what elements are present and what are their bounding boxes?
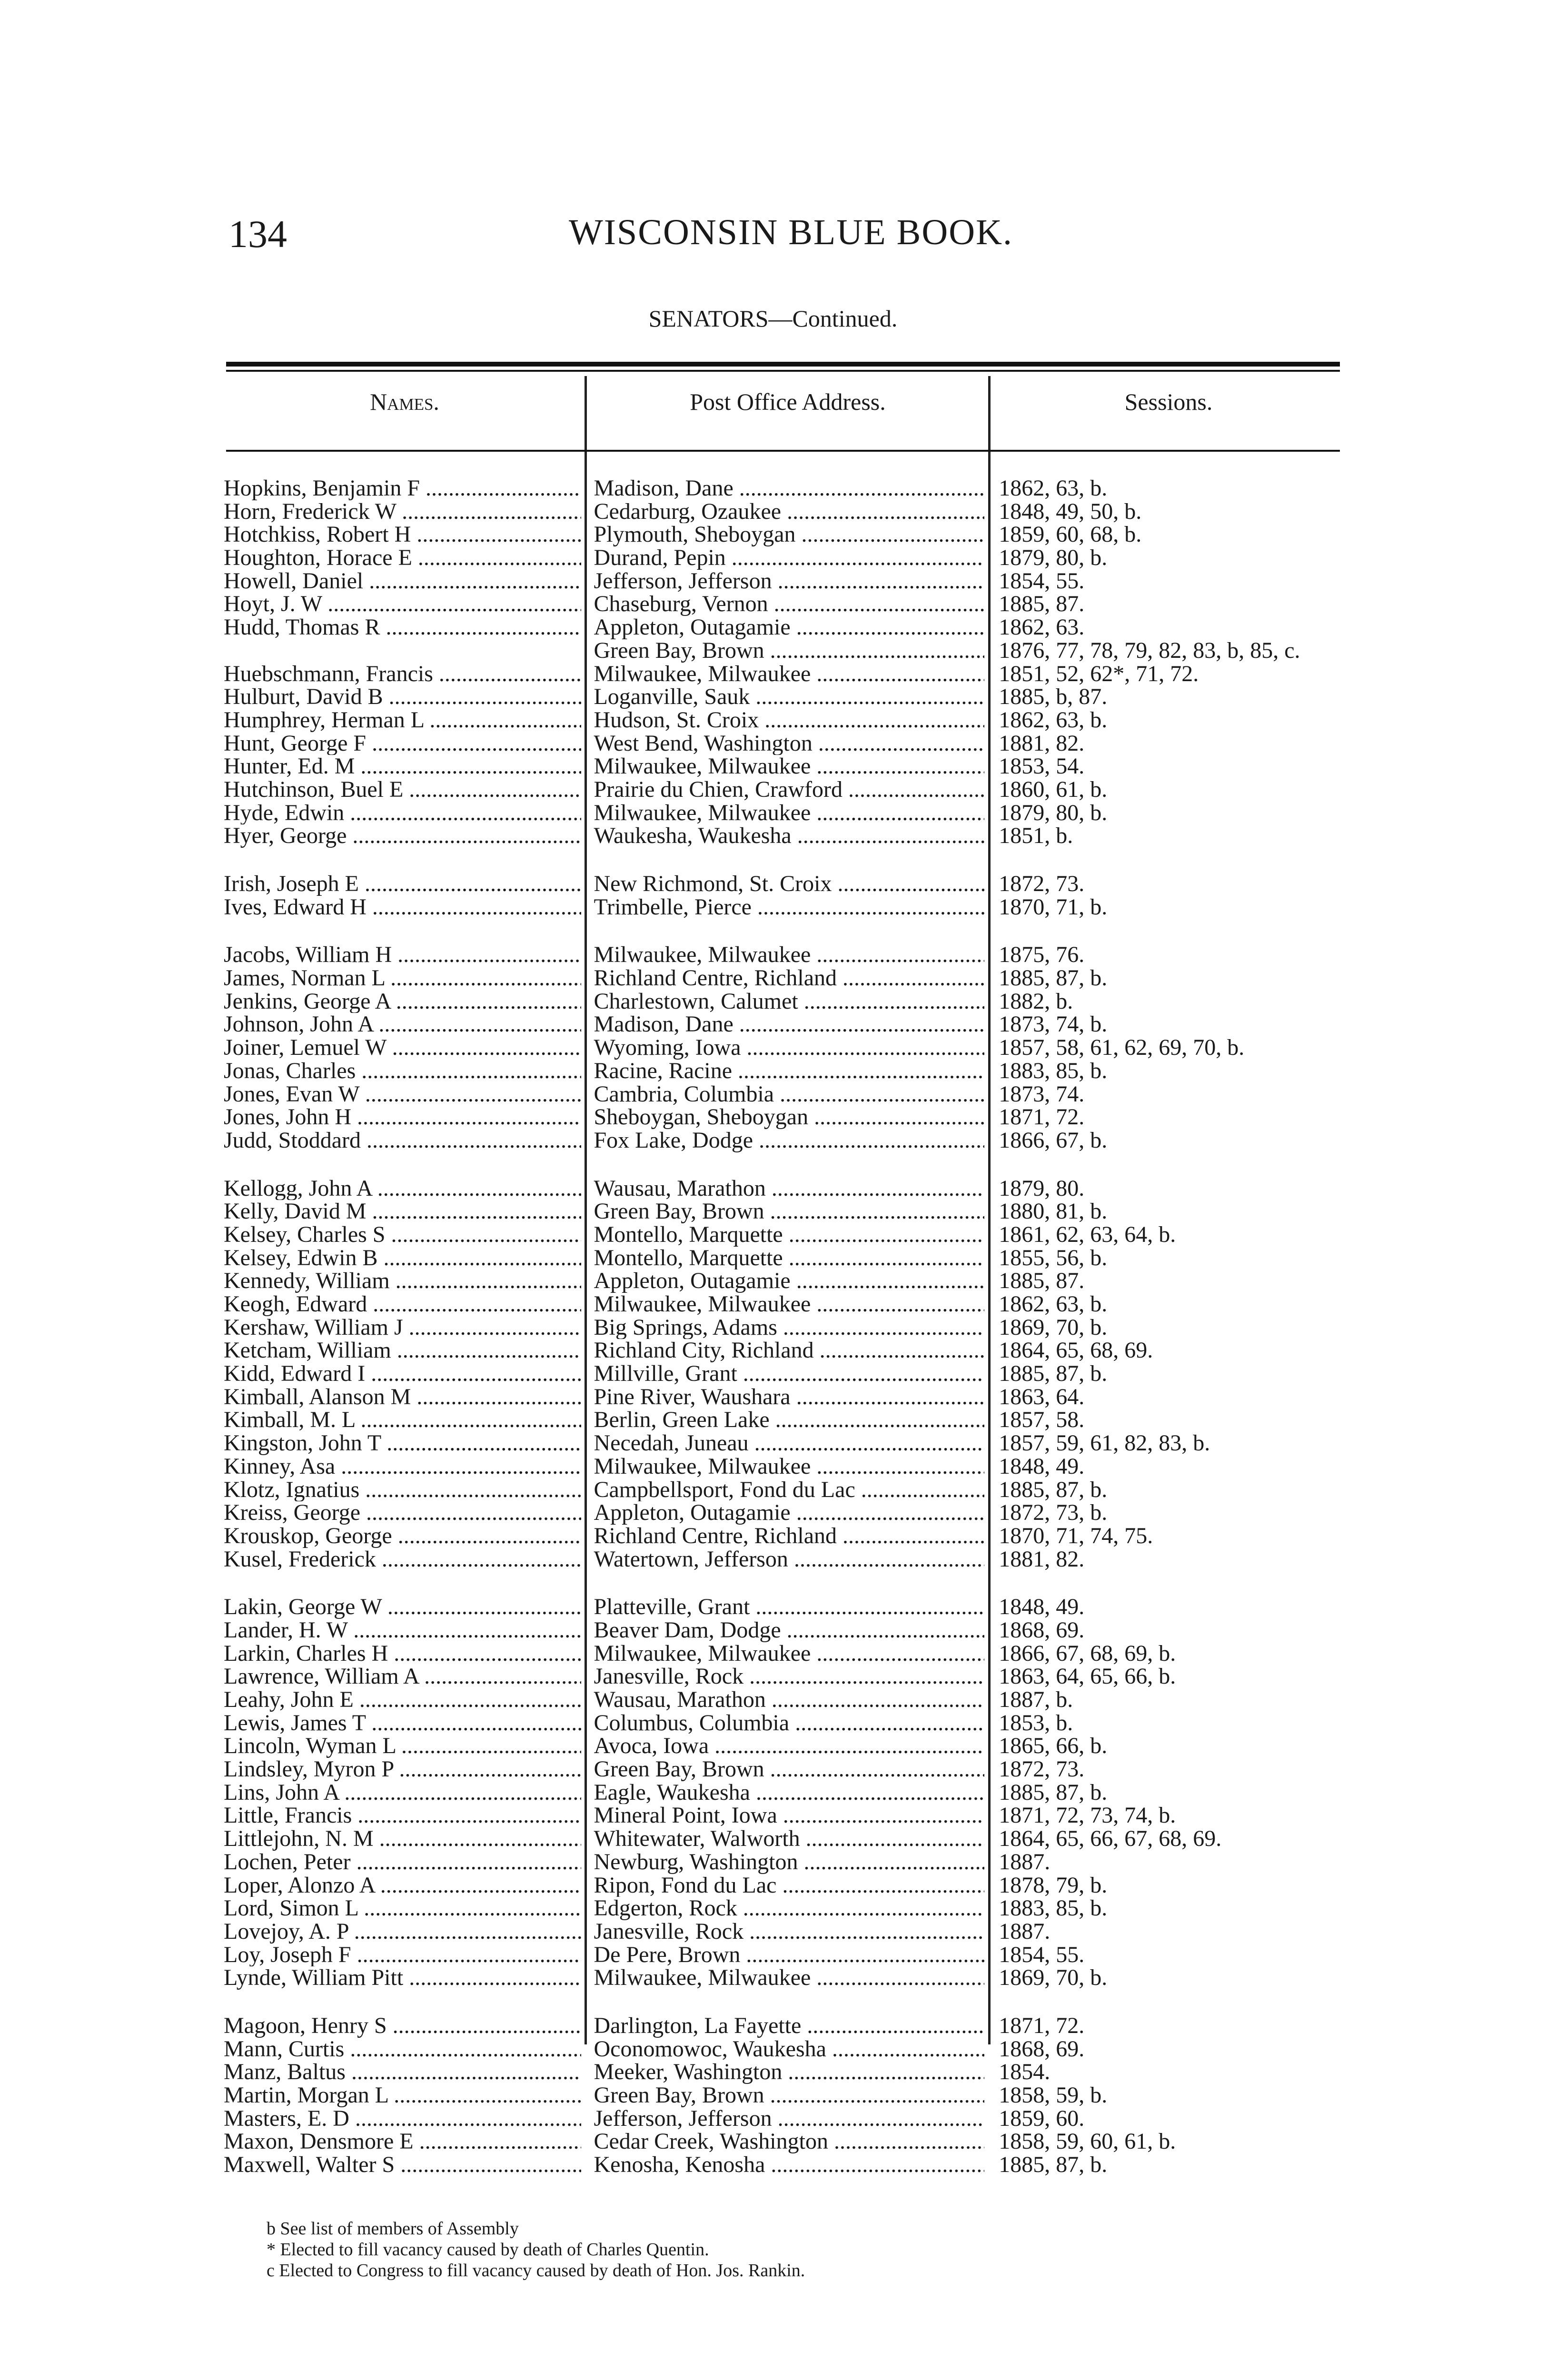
book-title: WISCONSIN BLUE BOOK. — [569, 212, 1013, 252]
table-row — [224, 1386, 1342, 1409]
sessions: 1863, 64. — [999, 1385, 1085, 1409]
senator-name: Lindsley, Myron P ..... — [224, 1758, 581, 1781]
sessions: 1862, 63, b. — [999, 1293, 1108, 1316]
post-office-address: Racine, Racine ..... — [581, 1060, 984, 1083]
post-office-address: Milwaukee, Milwaukee ..... — [581, 943, 984, 967]
senator-name: Hunter, Ed. M ..... — [224, 755, 581, 778]
sessions: 1859, 60, 68, b. — [999, 523, 1142, 547]
sessions: 1885, 87, b. — [999, 967, 1108, 990]
table-row — [224, 943, 1342, 967]
senator-name: Leahy, John E ..... — [224, 1688, 581, 1712]
table-row — [224, 523, 1342, 546]
table-row — [224, 2084, 1342, 2107]
post-office-address: Columbus, Columbia ..... — [581, 1712, 984, 1735]
senator-name: Jones, Evan W ..... — [224, 1083, 581, 1106]
senator-name: Howell, Daniel ..... — [224, 570, 581, 593]
post-office-address: Trimbelle, Pierce ..... — [581, 896, 984, 919]
senator-name: Lins, John A ..... — [224, 1781, 581, 1805]
sessions: 1881, 82. — [999, 1547, 1085, 1571]
sessions: 1863, 64, 65, 66, b. — [999, 1665, 1176, 1688]
post-office-address: Richland Centre, Richland ..... — [581, 1525, 984, 1548]
post-office-address: West Bend, Washington ..... — [581, 732, 984, 755]
post-office-address: Montello, Marquette ..... — [581, 1223, 984, 1247]
table-row — [224, 1247, 1342, 1270]
senator-name: Ives, Edward H ..... — [224, 896, 581, 919]
table-row — [224, 1712, 1342, 1735]
post-office-address: Green Bay, Brown ..... — [581, 2084, 984, 2107]
table-row — [224, 1874, 1342, 1897]
sessions: 1871, 72. — [999, 2014, 1085, 2038]
sessions: 1883, 85, b. — [999, 1059, 1108, 1083]
table-row — [224, 709, 1342, 732]
table-row — [224, 1013, 1342, 1036]
sessions: 1875, 76. — [999, 943, 1085, 967]
sessions: 1885, 87, b. — [999, 1362, 1108, 1386]
table-row — [224, 1525, 1342, 1548]
post-office-address: Jefferson, Jefferson ..... — [581, 2107, 984, 2131]
senator-name: Klotz, Ignatius ..... — [224, 1478, 581, 1502]
senator-name: Hyer, George ..... — [224, 824, 581, 848]
senator-name: Hoyt, J. W ..... — [224, 593, 581, 616]
sessions: 1868, 69. — [999, 1618, 1085, 1642]
post-office-address: Milwaukee, Milwaukee ..... — [581, 1293, 984, 1316]
table-row — [224, 755, 1342, 778]
post-office-address: Milwaukee, Milwaukee ..... — [581, 1455, 984, 1478]
sessions: 1885, 87, b. — [999, 2153, 1108, 2177]
senator-name: Jacobs, William H ..... — [224, 943, 581, 967]
table-row — [224, 1362, 1342, 1386]
sessions: 1885, b, 87. — [999, 685, 1108, 709]
senator-group — [224, 1177, 1342, 1571]
sessions: 1885, 87. — [999, 1269, 1085, 1293]
post-office-address: Appleton, Outagamie ..... — [581, 1501, 984, 1525]
sessions: 1857, 59, 61, 82, 83, b. — [999, 1432, 1210, 1455]
footnote-c: c Elected to Congress to fill vacancy caused by death of Hon. Jos. Rankin. — [267, 2261, 805, 2281]
table-row — [224, 2061, 1342, 2084]
senator-name: Humphrey, Herman L ..... — [224, 709, 581, 732]
table-row — [224, 1596, 1342, 1619]
post-office-address: Prairie du Chien, Crawford ..... — [581, 778, 984, 802]
sessions: 1872, 73, b. — [999, 1501, 1108, 1525]
senator-name: Hulburt, David B ..... — [224, 685, 581, 709]
sessions: 1879, 80, b. — [999, 546, 1108, 570]
senator-name: Kennedy, William ..... — [224, 1269, 581, 1293]
senator-name: Lewis, James T ..... — [224, 1712, 581, 1735]
table-row — [224, 1478, 1342, 1502]
post-office-address: Millville, Grant ..... — [581, 1362, 984, 1386]
senator-name: Lord, Simon L ..... — [224, 1897, 581, 1920]
senator-name: Lakin, George W ..... — [224, 1596, 581, 1619]
sessions: 1879, 80. — [999, 1177, 1085, 1200]
senator-name: Irish, Joseph E ..... — [224, 873, 581, 896]
post-office-address: Oconomowoc, Waukesha ..... — [581, 2038, 984, 2061]
senator-name: Jones, John H ..... — [224, 1106, 581, 1129]
sessions: 1870, 71, b. — [999, 895, 1108, 919]
table-row — [224, 778, 1342, 802]
post-office-address: Edgerton, Rock ..... — [581, 1897, 984, 1920]
sessions: 1866, 67, 68, 69, b. — [999, 1642, 1176, 1666]
sessions: 1887, b. — [999, 1688, 1073, 1712]
senator-name: Johnson, John A ..... — [224, 1013, 581, 1036]
table-row — [224, 2153, 1342, 2177]
post-office-address: Milwaukee, Milwaukee ..... — [581, 802, 984, 825]
sessions: 1883, 85, b. — [999, 1897, 1108, 1920]
post-office-address: Campbellsport, Fond du Lac ..... — [581, 1478, 984, 1502]
sessions: 1861, 62, 63, 64, b. — [999, 1223, 1176, 1247]
senator-name: Horn, Frederick W ..... — [224, 500, 581, 524]
page-number: 134 — [228, 212, 287, 256]
senator-name: Kelsey, Charles S ..... — [224, 1223, 581, 1247]
table-row — [224, 1036, 1342, 1060]
senator-name: Lynde, William Pitt ..... — [224, 1966, 581, 1990]
senator-name: Magoon, Henry S ..... — [224, 2014, 581, 2038]
sessions: 1880, 81, b. — [999, 1200, 1108, 1223]
post-office-address: Green Bay, Brown ..... — [581, 1758, 984, 1781]
table-row — [224, 1897, 1342, 1920]
post-office-address: Loganville, Sauk ..... — [581, 685, 984, 709]
table-row — [224, 2014, 1342, 2038]
table-row — [224, 1665, 1342, 1688]
sessions: 1862, 63, b. — [999, 708, 1108, 732]
sessions: 1879, 80, b. — [999, 801, 1108, 825]
table-row — [224, 685, 1342, 709]
post-office-address: Madison, Dane ..... — [581, 477, 984, 500]
sessions: 1868, 69. — [999, 2037, 1085, 2061]
post-office-address: New Richmond, St. Croix ..... — [581, 873, 984, 896]
table-row — [224, 732, 1342, 755]
table-row — [224, 546, 1342, 570]
senator-name: Littlejohn, N. M ..... — [224, 1827, 581, 1851]
senator-name: Lovejoy, A. P ..... — [224, 1920, 581, 1944]
senator-name: Lawrence, William A ..... — [224, 1665, 581, 1688]
senator-name: Judd, Stoddard ..... — [224, 1129, 581, 1152]
senator-name — [224, 639, 581, 663]
header-bottom-rule — [226, 450, 1340, 452]
table-row — [224, 1851, 1342, 1874]
table-row — [224, 2038, 1342, 2061]
post-office-address: Whitewater, Walworth ..... — [581, 1827, 984, 1851]
post-office-address: Plymouth, Sheboygan ..... — [581, 523, 984, 546]
post-office-address: Milwaukee, Milwaukee ..... — [581, 1966, 984, 1990]
top-rule-thin — [226, 370, 1340, 372]
sessions: 1848, 49. — [999, 1455, 1085, 1478]
table-row — [224, 1688, 1342, 1712]
post-office-address: Cedarburg, Ozaukee ..... — [581, 500, 984, 524]
post-office-address: Darlington, La Fayette ..... — [581, 2014, 984, 2038]
sessions: 1873, 74. — [999, 1082, 1085, 1106]
table-row — [224, 802, 1342, 825]
sessions: 1859, 60. — [999, 2107, 1085, 2131]
post-office-address: Sheboygan, Sheboygan ..... — [581, 1106, 984, 1129]
post-office-address: Green Bay, Brown ..... — [581, 639, 984, 663]
post-office-address: Platteville, Grant ..... — [581, 1596, 984, 1619]
post-office-address: Montello, Marquette ..... — [581, 1247, 984, 1270]
sessions: 1872, 73. — [999, 1758, 1085, 1781]
sessions: 1871, 72. — [999, 1106, 1085, 1129]
senator-name: Maxwell, Walter S ..... — [224, 2153, 581, 2177]
table-row — [224, 1408, 1342, 1432]
table-row — [224, 1293, 1342, 1316]
senator-name: Lander, H. W ..... — [224, 1619, 581, 1642]
table-row — [224, 967, 1342, 990]
post-office-address: Appleton, Outagamie ..... — [581, 1269, 984, 1293]
post-office-address: Hudson, St. Croix ..... — [581, 709, 984, 732]
table-row — [224, 1619, 1342, 1642]
post-office-address: Kenosha, Kenosha ..... — [581, 2153, 984, 2177]
post-office-address: Wausau, Marathon ..... — [581, 1177, 984, 1200]
table-row — [224, 2107, 1342, 2131]
post-office-address: Cedar Creek, Washington ..... — [581, 2130, 984, 2153]
senator-name: Kidd, Edward I ..... — [224, 1362, 581, 1386]
post-office-address: Berlin, Green Lake ..... — [581, 1408, 984, 1432]
post-office-address: Eagle, Waukesha ..... — [581, 1781, 984, 1805]
senator-group — [224, 2014, 1342, 2177]
post-office-address: Wausau, Marathon ..... — [581, 1688, 984, 1712]
post-office-address: Beaver Dam, Dodge ..... — [581, 1619, 984, 1642]
senator-name: Kreiss, George ..... — [224, 1501, 581, 1525]
senator-name: Kellogg, John A ..... — [224, 1177, 581, 1200]
senator-name: Kinney, Asa ..... — [224, 1455, 581, 1478]
sessions: 1869, 70, b. — [999, 1966, 1108, 1990]
sessions: 1885, 87, b. — [999, 1781, 1108, 1805]
senator-name: Mann, Curtis ..... — [224, 2038, 581, 2061]
table-row — [224, 616, 1342, 639]
post-office-address: Milwaukee, Milwaukee ..... — [581, 663, 984, 686]
senator-group — [224, 943, 1342, 1152]
table-row — [224, 1269, 1342, 1293]
post-office-address: Durand, Pepin ..... — [581, 546, 984, 570]
post-office-address: Cambria, Columbia ..... — [581, 1083, 984, 1106]
senator-name: Jenkins, George A ..... — [224, 990, 581, 1013]
sessions: 1887. — [999, 1850, 1050, 1874]
footnotes — [267, 2218, 805, 2281]
senator-name: Hotchkiss, Robert H ..... — [224, 523, 581, 546]
senator-group — [224, 873, 1342, 919]
sessions: 1858, 59, 60, 61, b. — [999, 2130, 1176, 2154]
table-row — [224, 873, 1342, 896]
footnote-asterisk: * Elected to fill vacancy caused by death of Charles Quentin. — [267, 2240, 709, 2260]
post-office-address: Necedah, Juneau ..... — [581, 1432, 984, 1455]
senator-name: Masters, E. D ..... — [224, 2107, 581, 2131]
table-row — [224, 1339, 1342, 1362]
sessions: 1854. — [999, 2061, 1050, 2084]
table-row — [224, 593, 1342, 616]
senator-name: Joiner, Lemuel W ..... — [224, 1036, 581, 1060]
sessions: 1876, 77, 78, 79, 82, 83, b, 85, c. — [999, 639, 1300, 663]
post-office-address: De Pere, Brown ..... — [581, 1944, 984, 1967]
sessions: 1872, 73. — [999, 873, 1085, 896]
sessions: 1885, 87. — [999, 593, 1085, 616]
sessions: 1887. — [999, 1920, 1050, 1944]
sessions: 1860, 61, b. — [999, 778, 1108, 802]
senator-name: Kimball, M. L ..... — [224, 1408, 581, 1432]
table-row — [224, 1060, 1342, 1083]
table-row — [224, 500, 1342, 524]
sessions: 1854, 55. — [999, 569, 1085, 593]
senator-group — [224, 1596, 1342, 1990]
post-office-address: Pine River, Waushara ..... — [581, 1386, 984, 1409]
senator-name: Kelly, David M ..... — [224, 1200, 581, 1223]
sessions: 1862, 63, b. — [999, 477, 1108, 500]
top-rule-thick — [226, 362, 1340, 367]
senator-name: Manz, Baltus ..... — [224, 2061, 581, 2084]
table-row — [224, 1966, 1342, 1990]
senator-name: Keogh, Edward ..... — [224, 1293, 581, 1316]
table-row — [224, 1223, 1342, 1247]
senator-name: Loy, Joseph F ..... — [224, 1944, 581, 1967]
footnote-b: b See list of members of Assembly — [267, 2219, 519, 2239]
senator-name: Loper, Alonzo A ..... — [224, 1874, 581, 1897]
senator-name: Kershaw, William J ..... — [224, 1316, 581, 1339]
sessions: 1857, 58. — [999, 1408, 1085, 1432]
sessions: 1881, 82. — [999, 732, 1085, 755]
sessions: 1865, 66, b. — [999, 1735, 1108, 1758]
table-row — [224, 1432, 1342, 1455]
senator-name: Hunt, George F ..... — [224, 732, 581, 755]
senator-name: Kelsey, Edwin B ..... — [224, 1247, 581, 1270]
post-office-address: Waukesha, Waukesha ..... — [581, 824, 984, 848]
post-office-address: Milwaukee, Milwaukee ..... — [581, 1642, 984, 1666]
sessions: 1853, b. — [999, 1711, 1073, 1735]
sessions: 1851, b. — [999, 824, 1073, 848]
table-row — [224, 1106, 1342, 1129]
senator-name: Hopkins, Benjamin F ..... — [224, 477, 581, 500]
sessions: 1882, b. — [999, 990, 1073, 1013]
senator-name: Kusel, Frederick ..... — [224, 1548, 581, 1571]
column-header-sessions: Sessions. — [1124, 388, 1213, 415]
post-office-address: Janesville, Rock ..... — [581, 1920, 984, 1944]
senator-name: Kingston, John T ..... — [224, 1432, 581, 1455]
senator-name: Huebschmann, Francis ..... — [224, 663, 581, 686]
table-row — [224, 477, 1342, 500]
senator-name: Maxon, Densmore E ..... — [224, 2130, 581, 2153]
senator-name: Hutchinson, Buel E ..... — [224, 778, 581, 802]
post-office-address: Charlestown, Calumet ..... — [581, 990, 984, 1013]
table-row — [224, 663, 1342, 686]
senator-name: Ketcham, William ..... — [224, 1339, 581, 1362]
sessions: 1854, 55. — [999, 1943, 1085, 1967]
sessions: 1855, 56, b. — [999, 1246, 1108, 1270]
table-row — [224, 1735, 1342, 1758]
sessions: 1869, 70, b. — [999, 1316, 1108, 1339]
table-row — [224, 570, 1342, 593]
post-office-address: Wyoming, Iowa ..... — [581, 1036, 984, 1060]
post-office-address: Milwaukee, Milwaukee ..... — [581, 755, 984, 778]
post-office-address: Richland City, Richland ..... — [581, 1339, 984, 1362]
table-row — [224, 1548, 1342, 1571]
senator-name: Larkin, Charles H ..... — [224, 1642, 581, 1666]
senator-name: James, Norman L ..... — [224, 967, 581, 990]
table-row — [224, 990, 1342, 1013]
table-row — [224, 1804, 1342, 1827]
post-office-address: Janesville, Rock ..... — [581, 1665, 984, 1688]
post-office-address: Chaseburg, Vernon ..... — [581, 593, 984, 616]
senator-name: Martin, Morgan L ..... — [224, 2084, 581, 2107]
post-office-address: Jefferson, Jefferson ..... — [581, 570, 984, 593]
senator-name: Kimball, Alanson M ..... — [224, 1386, 581, 1409]
sessions: 1873, 74, b. — [999, 1013, 1108, 1037]
table-row — [224, 1083, 1342, 1106]
senator-name: Hyde, Edwin ..... — [224, 802, 581, 825]
table-row — [224, 1129, 1342, 1152]
sessions: 1885, 87, b. — [999, 1478, 1108, 1502]
section-subtitle: SENATORS—Continued. — [648, 305, 898, 332]
post-office-address: Newburg, Washington ..... — [581, 1851, 984, 1874]
senator-name: Lincoln, Wyman L ..... — [224, 1735, 581, 1758]
table-row — [224, 1781, 1342, 1805]
table-row — [224, 1758, 1342, 1781]
column-header-address: Post Office Address. — [690, 388, 886, 415]
senator-name: Krouskop, George ..... — [224, 1525, 581, 1548]
table-row — [224, 824, 1342, 848]
sessions: 1853, 54. — [999, 755, 1085, 778]
sessions: 1866, 67, b. — [999, 1129, 1108, 1152]
table-row — [224, 1200, 1342, 1223]
table-row — [224, 1455, 1342, 1478]
senator-group — [224, 477, 1342, 848]
table-row — [224, 1920, 1342, 1944]
table-row — [224, 1501, 1342, 1525]
senator-name: Houghton, Horace E ..... — [224, 546, 581, 570]
sessions: 1871, 72, 73, 74, b. — [999, 1804, 1176, 1828]
post-office-address: Avoca, Iowa ..... — [581, 1735, 984, 1758]
post-office-address: Big Springs, Adams ..... — [581, 1316, 984, 1339]
sessions: 1870, 71, 74, 75. — [999, 1524, 1153, 1548]
table-row — [224, 1316, 1342, 1339]
table-row — [224, 1177, 1342, 1200]
table-row — [224, 2130, 1342, 2153]
sessions: 1851, 52, 62*, 71, 72. — [999, 662, 1199, 686]
table-row — [224, 896, 1342, 919]
column-header-names: Names. — [370, 388, 439, 415]
page-header — [228, 212, 1028, 264]
post-office-address: Fox Lake, Dodge ..... — [581, 1129, 984, 1152]
senator-name: Lochen, Peter ..... — [224, 1851, 581, 1874]
table-row — [224, 1944, 1342, 1967]
sessions: 1857, 58, 61, 62, 69, 70, b. — [999, 1036, 1245, 1060]
post-office-address: Appleton, Outagamie ..... — [581, 616, 984, 639]
post-office-address: Ripon, Fond du Lac ..... — [581, 1874, 984, 1897]
post-office-address: Mineral Point, Iowa ..... — [581, 1804, 984, 1827]
table-row — [224, 1642, 1342, 1666]
table-row — [224, 639, 1342, 663]
sessions: 1848, 49. — [999, 1596, 1085, 1619]
sessions: 1862, 63. — [999, 616, 1085, 639]
senators-table — [224, 477, 1342, 2202]
senator-name: Jonas, Charles ..... — [224, 1060, 581, 1083]
post-office-address: Green Bay, Brown ..... — [581, 1200, 984, 1223]
sessions: 1864, 65, 66, 67, 68, 69. — [999, 1827, 1222, 1851]
post-office-address: Madison, Dane ..... — [581, 1013, 984, 1036]
post-office-address: Watertown, Jefferson ..... — [581, 1548, 984, 1571]
sessions: 1848, 49, 50, b. — [999, 500, 1142, 524]
post-office-address: Meeker, Washington ..... — [581, 2061, 984, 2084]
sessions: 1864, 65, 68, 69. — [999, 1339, 1153, 1363]
senator-name: Little, Francis ..... — [224, 1804, 581, 1827]
table-row — [224, 1827, 1342, 1851]
senator-name: Hudd, Thomas R ..... — [224, 616, 581, 639]
post-office-address: Richland Centre, Richland ..... — [581, 967, 984, 990]
sessions: 1858, 59, b. — [999, 2084, 1108, 2107]
sessions: 1878, 79, b. — [999, 1874, 1108, 1897]
